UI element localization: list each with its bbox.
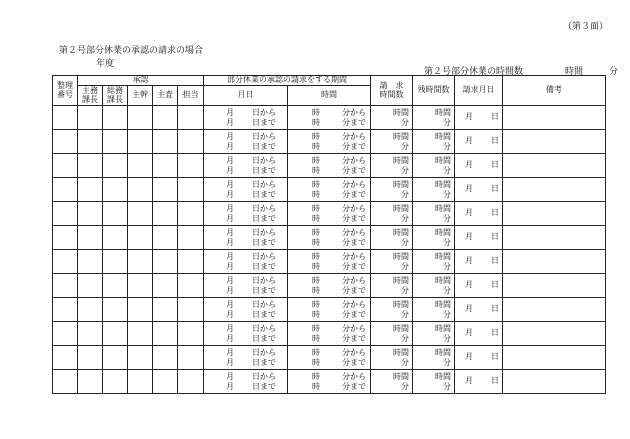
request-date-cell[interactable]: 月 日: [455, 298, 503, 322]
approval-stamp-cell[interactable]: [153, 130, 178, 154]
remaining-hours-cell[interactable]: 時間 分: [413, 298, 455, 322]
total-hours-label: 第２号部分休業の時間数: [424, 67, 524, 77]
approval-stamp-cell[interactable]: [153, 346, 178, 370]
approval-stamp-cell[interactable]: [78, 106, 103, 130]
requested-hours-cell[interactable]: 時間 分: [371, 322, 413, 346]
approval-stamp-cell[interactable]: [153, 106, 178, 130]
request-period-header: 部分休業の承認の請求をする期間: [204, 76, 371, 86]
table-row: [53, 178, 606, 202]
approval-stamp-cell[interactable]: [128, 250, 153, 274]
requested-hours-cell[interactable]: 時間 分: [371, 250, 413, 274]
remaining-hours-cell[interactable]: 時間 分: [413, 274, 455, 298]
serial-number-cell[interactable]: [53, 226, 78, 250]
remarks-cell[interactable]: [503, 298, 606, 322]
remarks-cell[interactable]: [503, 106, 606, 130]
approver-in-charge-header: 担当: [178, 86, 204, 106]
period-time-cell[interactable]: 時 分から 時 分まで: [288, 322, 371, 346]
serial-number-cell[interactable]: [53, 154, 78, 178]
approval-stamp-cell[interactable]: [103, 322, 128, 346]
requested-hours-cell[interactable]: 時間 分: [371, 130, 413, 154]
approval-stamp-cell[interactable]: [153, 178, 178, 202]
period-date-cell[interactable]: 月 日から 月 日まで: [204, 322, 288, 346]
requested-hours-cell[interactable]: 時間 分: [371, 202, 413, 226]
approval-stamp-cell[interactable]: [178, 106, 204, 130]
remarks-cell[interactable]: [503, 274, 606, 298]
requested-hours-cell[interactable]: 時間 分: [371, 226, 413, 250]
approval-stamp-cell[interactable]: [103, 178, 128, 202]
remaining-hours-cell[interactable]: 時間 分: [413, 370, 455, 394]
request-date-cell[interactable]: 月 日: [455, 274, 503, 298]
time-header: 時間: [288, 86, 371, 106]
approval-stamp-cell[interactable]: [128, 178, 153, 202]
request-date-cell[interactable]: 月 日: [455, 250, 503, 274]
approval-stamp-cell[interactable]: [78, 322, 103, 346]
period-time-cell[interactable]: 時 分から 時 分まで: [288, 106, 371, 130]
period-date-cell[interactable]: 月 日から 月 日まで: [204, 130, 288, 154]
table-body: [53, 106, 606, 394]
approval-stamp-cell[interactable]: [178, 178, 204, 202]
table-row: [53, 226, 606, 250]
period-date-cell[interactable]: 月 日から 月 日まで: [204, 154, 288, 178]
approval-stamp-cell[interactable]: [103, 370, 128, 394]
approval-stamp-cell[interactable]: [153, 154, 178, 178]
approval-stamp-cell[interactable]: [103, 130, 128, 154]
request-date-cell[interactable]: 月 日: [455, 106, 503, 130]
table-row: [53, 130, 606, 154]
period-time-cell[interactable]: 時 分から 時 分まで: [288, 154, 371, 178]
remarks-cell[interactable]: [503, 226, 606, 250]
approval-stamp-cell[interactable]: [128, 130, 153, 154]
remaining-hours-cell[interactable]: 時間 分: [413, 154, 455, 178]
table-row: [53, 274, 606, 298]
period-time-cell[interactable]: 時 分から 時 分まで: [288, 346, 371, 370]
approval-stamp-cell[interactable]: [128, 370, 153, 394]
requested-hours-cell[interactable]: 時間 分: [371, 274, 413, 298]
approval-stamp-cell[interactable]: [128, 154, 153, 178]
remaining-hours-cell[interactable]: 時間 分: [413, 106, 455, 130]
period-time-cell[interactable]: 時 分から 時 分まで: [288, 298, 371, 322]
remarks-cell[interactable]: [503, 130, 606, 154]
period-date-cell[interactable]: 月 日から 月 日まで: [204, 274, 288, 298]
approval-stamp-cell[interactable]: [178, 226, 204, 250]
approval-stamp-cell[interactable]: [78, 274, 103, 298]
serial-number-cell[interactable]: [53, 178, 78, 202]
approval-stamp-cell[interactable]: [153, 298, 178, 322]
approval-stamp-cell[interactable]: [178, 202, 204, 226]
approval-stamp-cell[interactable]: [153, 370, 178, 394]
document-title: 第２号部分休業の承認の請求の場合: [59, 46, 204, 56]
approval-stamp-cell[interactable]: [103, 202, 128, 226]
approval-stamp-cell[interactable]: [103, 250, 128, 274]
requested-hours-cell[interactable]: 時間 分: [371, 106, 413, 130]
date-header: 月日: [204, 86, 288, 106]
period-time-cell[interactable]: 時 分から 時 分まで: [288, 274, 371, 298]
approval-stamp-cell[interactable]: [128, 274, 153, 298]
remaining-hours-cell[interactable]: 時間 分: [413, 346, 455, 370]
request-date-cell[interactable]: 月 日: [455, 178, 503, 202]
approval-stamp-cell[interactable]: [178, 298, 204, 322]
remarks-cell[interactable]: [503, 346, 606, 370]
approval-stamp-cell[interactable]: [178, 250, 204, 274]
approval-stamp-cell[interactable]: [128, 322, 153, 346]
page-number: （第３面）: [562, 22, 608, 32]
table-row: [53, 322, 606, 346]
request-date-cell[interactable]: 月 日: [455, 346, 503, 370]
approval-stamp-cell[interactable]: [128, 226, 153, 250]
period-date-cell[interactable]: 月 日から 月 日まで: [204, 202, 288, 226]
remarks-cell[interactable]: [503, 322, 606, 346]
table-row: [53, 250, 606, 274]
serial-number-cell[interactable]: [53, 298, 78, 322]
remarks-cell[interactable]: [503, 202, 606, 226]
remaining-hours-cell[interactable]: 時間 分: [413, 202, 455, 226]
requested-hours-cell[interactable]: 時間 分: [371, 346, 413, 370]
request-date-cell[interactable]: 月 日: [455, 130, 503, 154]
table-row: [53, 202, 606, 226]
period-time-cell[interactable]: 時 分から 時 分まで: [288, 370, 371, 394]
approval-stamp-cell[interactable]: [103, 274, 128, 298]
remarks-cell[interactable]: [503, 178, 606, 202]
requested-hours-cell[interactable]: 時間 分: [371, 298, 413, 322]
remaining-hours-cell[interactable]: 時間 分: [413, 250, 455, 274]
serial-number-cell[interactable]: [53, 106, 78, 130]
approval-stamp-cell[interactable]: [178, 274, 204, 298]
period-time-cell[interactable]: 時 分から 時 分まで: [288, 226, 371, 250]
serial-number-cell[interactable]: [53, 274, 78, 298]
approver-general-affairs-manager-header: 総務 課長: [103, 86, 128, 106]
approver-chief-clerk-header: 主査: [153, 86, 178, 106]
period-time-cell[interactable]: 時 分から 時 分まで: [288, 250, 371, 274]
remaining-hours-header: 残時間数: [413, 76, 455, 106]
period-time-cell[interactable]: 時 分から 時 分まで: [288, 178, 371, 202]
approval-stamp-cell[interactable]: [153, 226, 178, 250]
approval-stamp-cell[interactable]: [153, 202, 178, 226]
approval-stamp-cell[interactable]: [128, 346, 153, 370]
period-date-cell[interactable]: 月 日から 月 日まで: [204, 346, 288, 370]
serial-number-cell[interactable]: [53, 250, 78, 274]
approval-stamp-cell[interactable]: [78, 298, 103, 322]
table-row: [53, 346, 606, 370]
approval-stamp-cell[interactable]: [103, 154, 128, 178]
period-date-cell[interactable]: 月 日から 月 日まで: [204, 298, 288, 322]
request-date-cell[interactable]: 月 日: [455, 202, 503, 226]
requested-hours-cell[interactable]: 時間 分: [371, 154, 413, 178]
remarks-header: 備考: [503, 76, 606, 106]
approver-senior-officer-header: 主幹: [128, 86, 153, 106]
request-date-header: 請求月日: [455, 76, 503, 106]
period-date-cell[interactable]: 月 日から 月 日まで: [204, 370, 288, 394]
remaining-hours-cell[interactable]: 時間 分: [413, 130, 455, 154]
remarks-cell[interactable]: [503, 370, 606, 394]
remaining-hours-cell[interactable]: 時間 分: [413, 226, 455, 250]
requested-hours-cell[interactable]: 時間 分: [371, 178, 413, 202]
partial-leave-table: [52, 75, 606, 394]
approval-stamp-cell[interactable]: [153, 250, 178, 274]
remarks-cell[interactable]: [503, 154, 606, 178]
remaining-hours-cell[interactable]: 時間 分: [413, 178, 455, 202]
approval-stamp-cell[interactable]: [78, 154, 103, 178]
approval-stamp-cell[interactable]: [178, 346, 204, 370]
table-row: [53, 298, 606, 322]
period-date-cell[interactable]: 月 日から 月 日まで: [204, 106, 288, 130]
request-date-cell[interactable]: 月 日: [455, 322, 503, 346]
request-date-cell[interactable]: 月 日: [455, 154, 503, 178]
approval-stamp-cell[interactable]: [103, 226, 128, 250]
approval-stamp-cell[interactable]: [103, 106, 128, 130]
approval-stamp-cell[interactable]: [178, 322, 204, 346]
requested-hours-header: 請 求 時間数: [371, 76, 413, 106]
period-time-cell[interactable]: 時 分から 時 分まで: [288, 202, 371, 226]
period-date-cell[interactable]: 月 日から 月 日まで: [204, 226, 288, 250]
remarks-cell[interactable]: [503, 250, 606, 274]
request-date-cell[interactable]: 月 日: [455, 370, 503, 394]
table-row: [53, 154, 606, 178]
table-row: [53, 370, 606, 394]
serial-number-cell[interactable]: [53, 130, 78, 154]
serial-number-header: 整理 番号: [53, 76, 78, 106]
approval-stamp-cell[interactable]: [178, 130, 204, 154]
approval-stamp-cell[interactable]: [103, 346, 128, 370]
approval-stamp-cell[interactable]: [128, 106, 153, 130]
total-hours-minute-unit: 分: [609, 67, 619, 77]
period-date-cell[interactable]: 月 日から 月 日まで: [204, 250, 288, 274]
approval-stamp-cell[interactable]: [178, 154, 204, 178]
serial-number-cell[interactable]: [53, 322, 78, 346]
fiscal-year-label: 年度: [96, 59, 115, 69]
approval-stamp-cell[interactable]: [153, 322, 178, 346]
approval-stamp-cell[interactable]: [153, 274, 178, 298]
period-time-cell[interactable]: 時 分から 時 分まで: [288, 130, 371, 154]
total-hours-hour-unit: 時間: [565, 67, 584, 77]
approval-stamp-cell[interactable]: [128, 298, 153, 322]
approval-stamp-cell[interactable]: [78, 178, 103, 202]
approval-stamp-cell[interactable]: [78, 226, 103, 250]
approval-stamp-cell[interactable]: [103, 298, 128, 322]
serial-number-cell[interactable]: [53, 346, 78, 370]
serial-number-cell[interactable]: [53, 202, 78, 226]
approval-header: 承認: [78, 76, 204, 86]
approval-stamp-cell[interactable]: [128, 202, 153, 226]
requested-hours-cell[interactable]: 時間 分: [371, 370, 413, 394]
period-date-cell[interactable]: 月 日から 月 日まで: [204, 178, 288, 202]
approval-stamp-cell[interactable]: [78, 346, 103, 370]
approval-stamp-cell[interactable]: [78, 202, 103, 226]
approval-stamp-cell[interactable]: [78, 250, 103, 274]
approver-chief-manager-header: 主務 課長: [78, 86, 103, 106]
approval-stamp-cell[interactable]: [78, 370, 103, 394]
remaining-hours-cell[interactable]: 時間 分: [413, 322, 455, 346]
table-row: [53, 106, 606, 130]
approval-stamp-cell[interactable]: [178, 370, 204, 394]
approval-stamp-cell[interactable]: [78, 130, 103, 154]
serial-number-cell[interactable]: [53, 370, 78, 394]
request-date-cell[interactable]: 月 日: [455, 226, 503, 250]
